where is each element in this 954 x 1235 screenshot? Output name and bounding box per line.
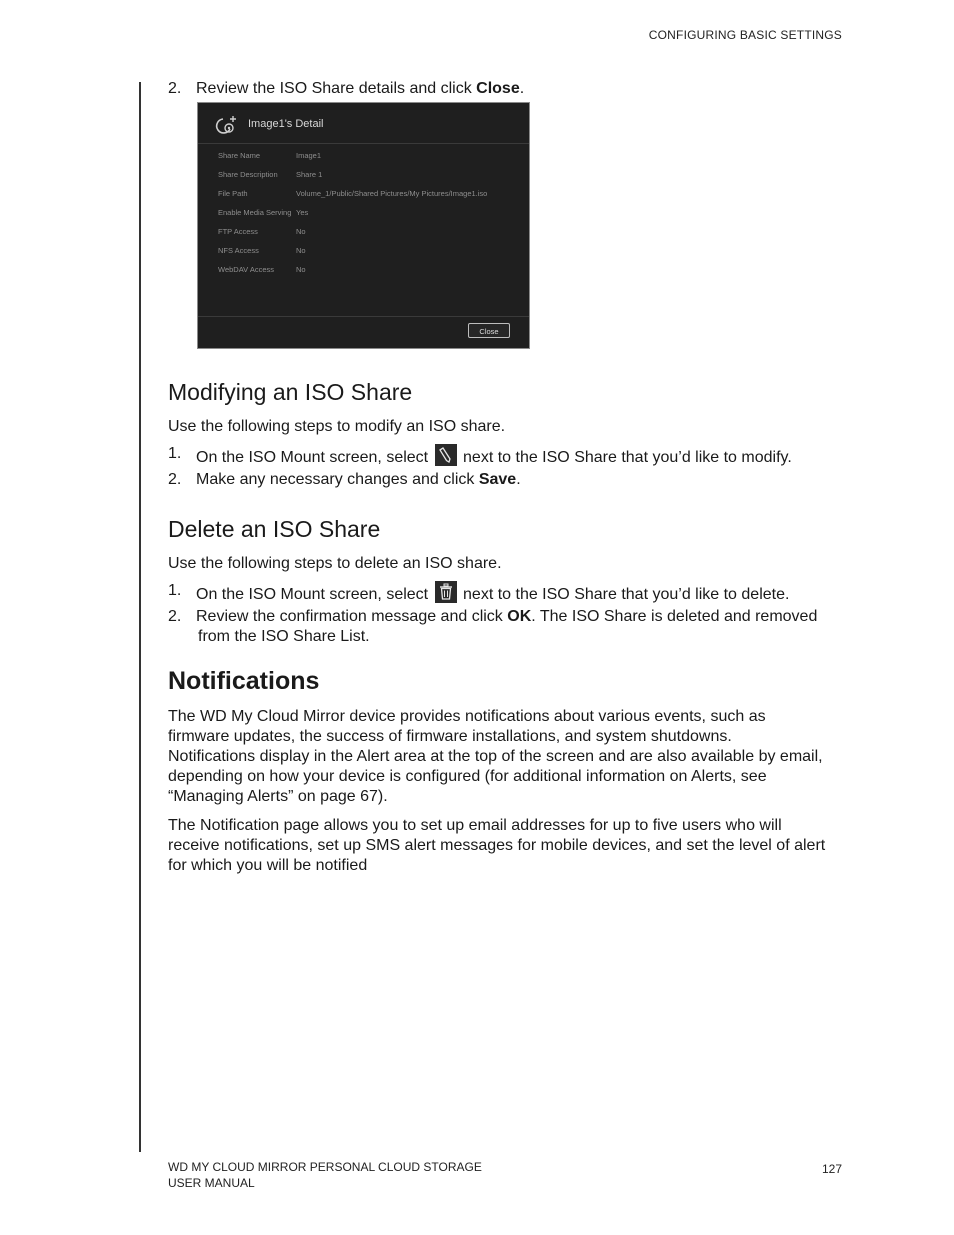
row-value: Yes <box>296 208 309 217</box>
row-value: Image1 <box>296 151 322 160</box>
trash-icon <box>435 581 457 603</box>
footer-title <box>168 1159 482 1191</box>
close-button[interactable]: Close <box>468 323 510 338</box>
modify-step-1 <box>0 444 954 466</box>
step-number: 1. <box>168 582 182 599</box>
text-line: receive notifications, set up SMS alert messages for mobile devices, and set the level of alert <box>168 837 826 854</box>
dialog-title: Image1's Detail <box>248 118 324 130</box>
modify-intro: Use the following steps to modify an ISO share. <box>168 418 506 435</box>
row-label: WebDAV Access <box>218 265 274 274</box>
row-value: No <box>296 246 306 255</box>
step-number: 2. <box>168 608 182 625</box>
running-header: CONFIGURING BASIC SETTINGS <box>648 28 842 42</box>
text-line: The Notification page allows you to set up email addresses for up to five users who will <box>168 817 782 834</box>
notifications-heading: Notifications <box>168 667 320 695</box>
row-label: Share Name <box>218 151 261 160</box>
share-detail-icon <box>214 113 240 137</box>
step-text: Make any necessary changes and click Save. <box>196 471 521 488</box>
row-label: FTP Access <box>218 227 258 236</box>
text-line: for which you will be notified <box>168 857 368 874</box>
footer-line: WD MY CLOUD MIRROR PERSONAL CLOUD STORAGE <box>168 1160 482 1174</box>
row-label: NFS Access <box>218 246 259 255</box>
footer-line: USER MANUAL <box>168 1176 255 1190</box>
step-text-continued: from the ISO Share List. <box>198 628 370 645</box>
delete-intro: Use the following steps to delete an ISO share. <box>168 555 502 572</box>
step-number: 2. <box>168 80 182 97</box>
top-step <box>0 79 954 99</box>
delete-step-2 <box>0 607 954 647</box>
step-text: Review the confirmation message and click OK. The ISO Share is deleted and removed <box>196 608 818 625</box>
row-label: File Path <box>218 189 248 198</box>
step-text: Review the ISO Share details and click Close. <box>196 80 525 97</box>
step-text: On the ISO Mount screen, select next to the ISO Share that you’d like to delete. <box>196 581 789 605</box>
notifications-paragraph-2 <box>168 816 858 876</box>
dialog-footer-divider <box>198 316 529 317</box>
delete-step-1 <box>0 581 954 603</box>
notifications-paragraph-1 <box>168 707 858 807</box>
edit-icon <box>435 444 457 466</box>
iso-detail-dialog <box>197 102 530 349</box>
text-line: depending on how your device is configured (for additional information on Alerts, see <box>168 768 767 785</box>
row-value: Volume_1/Public/Shared Pictures/My Pictures/Image1.iso <box>296 189 488 198</box>
row-value: Share 1 <box>296 170 323 179</box>
step-number: 2. <box>168 471 182 488</box>
modify-step-2 <box>0 470 954 490</box>
text-line: The WD My Cloud Mirror device provides notifications about various events, such as <box>168 708 766 725</box>
dialog-header <box>198 103 529 144</box>
page-number: 127 <box>821 1162 842 1176</box>
text-line: firmware updates, the success of firmware installations, and system shutdowns. <box>168 728 732 745</box>
delete-heading: Delete an ISO Share <box>168 516 381 542</box>
step-number: 1. <box>168 445 182 462</box>
row-label: Share Description <box>218 170 278 179</box>
text-line: Notifications display in the Alert area at the top of the screen and are also available by email, <box>168 748 823 765</box>
row-value: No <box>296 227 306 236</box>
text-line: “Managing Alerts” on page 67). <box>168 788 388 805</box>
modify-heading: Modifying an ISO Share <box>168 379 413 405</box>
row-label: Enable Media Serving <box>218 208 292 217</box>
row-value: No <box>296 265 306 274</box>
step-text: On the ISO Mount screen, select next to the ISO Share that you’d like to modify. <box>196 444 792 468</box>
